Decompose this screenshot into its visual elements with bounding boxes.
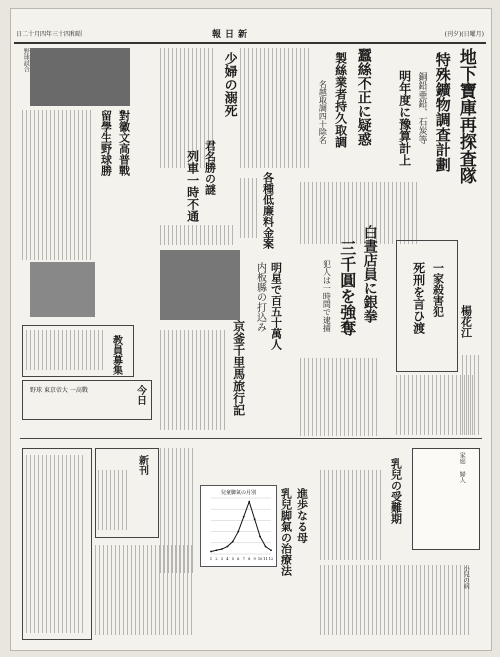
beriberi-chart <box>200 485 277 567</box>
bottom-ad-text <box>98 470 128 530</box>
article6-body-text <box>240 178 258 238</box>
feature-headline: 乳兒の受難期 <box>389 458 403 524</box>
chart-point <box>232 541 234 543</box>
chart-x-tick-label: 11 <box>263 557 268 561</box>
article7-body-text <box>160 225 235 245</box>
chart-svg <box>201 486 276 566</box>
lead-headline: 地下寶庫再探査隊 <box>455 48 476 184</box>
chart-point <box>210 551 212 553</box>
article2-subheadline: 製絲業者持久取調 <box>333 52 348 148</box>
masthead-date: 日二十月四年三十四和昭 <box>16 31 83 38</box>
feature-subheadline-2: 乳兒脚氣の治療法 <box>279 488 293 576</box>
chart-x-tick-label: 7 <box>242 557 245 561</box>
chart-x-tick-label: 1 <box>209 557 213 561</box>
chart-x-tick-label: 8 <box>248 557 251 561</box>
chart-title: 兒童脚氣の月別 <box>220 490 257 496</box>
chart-x-tick-label: 3 <box>220 557 224 561</box>
chart-point <box>254 518 256 520</box>
article8-headline: 明星で百五十萬人 <box>269 262 283 350</box>
sports-body-text <box>22 110 94 260</box>
education-ad-title: 教員募集 <box>110 335 122 375</box>
chart-point <box>216 549 218 551</box>
chart-point <box>237 531 239 533</box>
article2-body-text <box>240 48 310 168</box>
lead-subheadline: 特殊鑛物調査計劃 <box>433 52 452 172</box>
chart-x-tick-label: 2 <box>215 557 218 561</box>
feature-box-label: 家庭 婦人 <box>458 452 466 483</box>
article4-box <box>396 240 458 372</box>
masthead <box>14 28 486 44</box>
bottom-left-body-text <box>95 545 195 635</box>
feature-subheadline: 進歩なる母 <box>295 488 309 543</box>
bottom-ad-title: 新刊 <box>136 455 148 475</box>
feature-body-text <box>320 470 382 560</box>
article3-subheadline: 三千圓を強奪 <box>337 240 357 336</box>
lead-body-text <box>300 182 420 244</box>
article7-headline: 君名勝の謎 <box>203 140 217 195</box>
chart-x-tick-label: 9 <box>253 557 256 561</box>
chart-point <box>265 546 267 548</box>
chart-x-tick-label: 4 <box>226 557 229 561</box>
article8-photo <box>160 250 240 320</box>
article4-headline: 一家殺害犯 <box>431 262 445 317</box>
sports-subheadline: 留學生野球勝 <box>99 110 113 176</box>
article8-subheadline: 内板縣の打込み <box>254 262 266 332</box>
events-title: 今日 <box>134 385 146 405</box>
chart-point <box>259 536 261 538</box>
article2-headline: 蠶絲不正に疑惑 <box>355 48 372 146</box>
article7-subheadline: 列車一時不通 <box>185 150 200 222</box>
lead-deck: 明年度に豫算計上 <box>397 70 412 166</box>
article6-headline: 各種低廉料金案 <box>261 172 275 249</box>
section-divider <box>20 438 482 439</box>
left-ad-text <box>26 455 86 633</box>
masthead-paper-name: 報日新 <box>212 30 252 40</box>
chart-x-tick-label: 6 <box>237 557 240 561</box>
chart-x-tick-label: 12 <box>268 557 274 561</box>
article5-headline: 少婦の溺死 <box>221 52 237 117</box>
chart-point <box>248 501 250 503</box>
chart-x-tick-label: 10 <box>257 557 263 561</box>
chart-point <box>243 516 245 518</box>
feature-illustration <box>412 448 480 550</box>
education-ad-text <box>26 330 104 370</box>
article10-body-text <box>462 355 482 435</box>
sports-team-photo <box>30 262 95 317</box>
sports-headline: 對徽文高普戰 <box>117 110 131 176</box>
article3-body-text <box>300 358 380 436</box>
article10-headline: 楊花江 <box>459 305 473 338</box>
feature-body-text-2 <box>320 565 470 635</box>
article4-subheadline: 死刑を言ひ渡 <box>411 262 426 334</box>
article2-deck: 名越取調四十除名 <box>318 80 328 144</box>
article3-headline: 白晝店員に銀拳 <box>361 225 378 323</box>
sports-photo <box>30 48 130 106</box>
chart-point <box>270 549 272 551</box>
chart-point <box>226 546 228 548</box>
column-label: 小兒の病 <box>462 565 470 589</box>
chart-x-tick-label: 5 <box>231 557 234 561</box>
lead-subheadline-2: 銅鉛亜鉛、石炭等 <box>416 72 427 144</box>
chart-point <box>221 548 223 550</box>
masthead-edition: (刊夕)(日曜月) <box>444 31 484 38</box>
events-text: 野球 東京帝大 一高戰 <box>30 387 88 394</box>
article9-body-text <box>160 330 228 430</box>
article9-headline: 京釜千里馬旅行記 <box>231 320 246 416</box>
sports-photo-caption: 野球試合 <box>22 48 30 72</box>
article3-deck: 犯人は一時間で逮捕 <box>322 260 332 332</box>
